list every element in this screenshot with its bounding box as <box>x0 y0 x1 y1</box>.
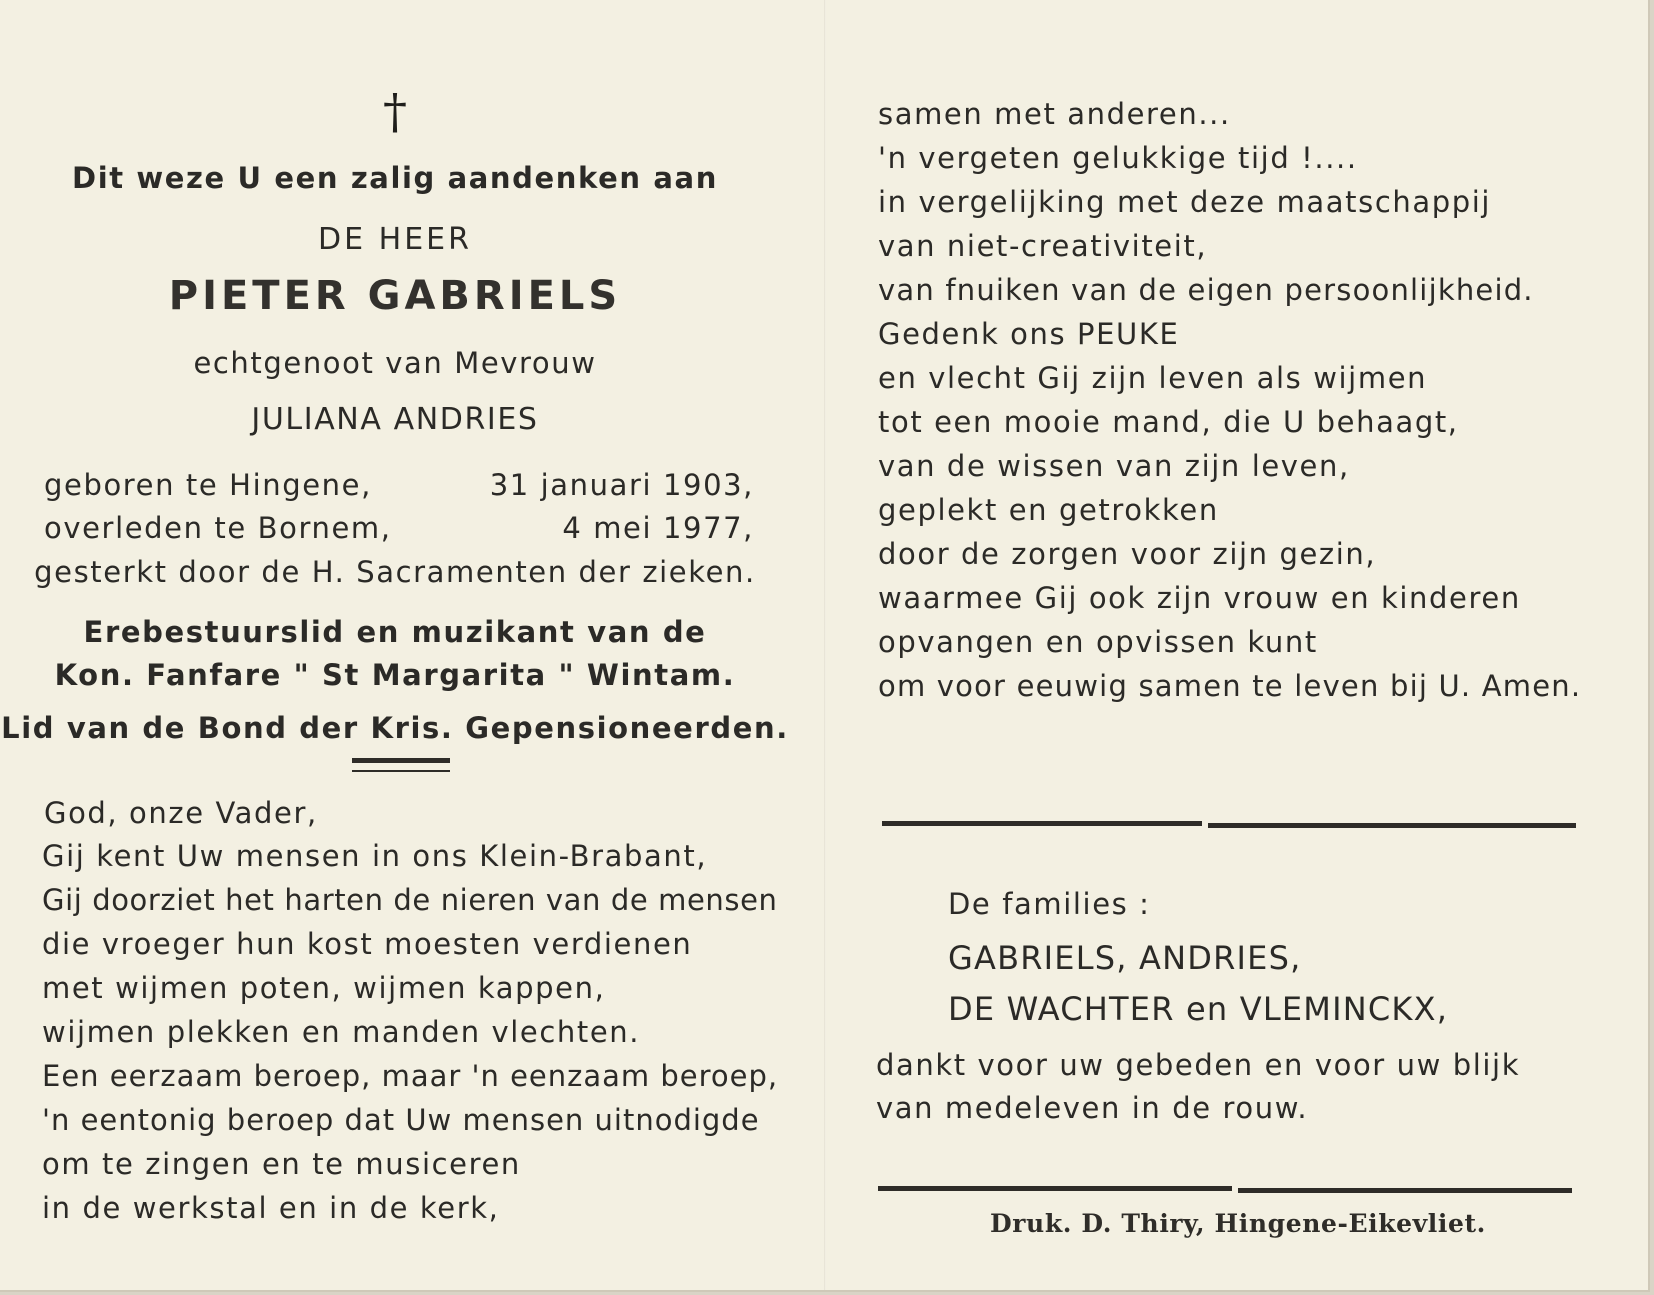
prayer-line: wijmen plekken en manden vlechten. <box>42 1015 641 1049</box>
prayer-line: van fnuiken van de eigen persoonlijkheid. <box>878 273 1534 307</box>
died-label: overleden te Bornem, <box>44 511 392 545</box>
sacraments-line: gesterkt door de H. Sacramenten der zieken. <box>34 555 756 589</box>
prayer-line: God, onze Vader, <box>44 796 318 830</box>
prayer-line: samen met anderen... <box>878 97 1231 131</box>
honor-line: Lid van de Bond der Kris. Gepensioneerden. <box>1 711 789 745</box>
prayer-line: Gij kent Uw mensen in ons Klein-Brabant, <box>42 839 708 873</box>
prayer-line: tot een mooie mand, die U behaagt, <box>878 405 1459 439</box>
divider <box>1238 1188 1572 1193</box>
families-names: GABRIELS, ANDRIES, <box>948 939 1302 977</box>
prayer-line: om te zingen en te musiceren <box>42 1147 521 1181</box>
born-date: 31 januari 1903, <box>489 468 754 502</box>
divider <box>352 758 450 763</box>
families-names: DE WACHTER en VLEMINCKX, <box>948 990 1449 1028</box>
died-date: 4 mei 1977, <box>562 511 754 545</box>
prayer-line: in de werkstal en in de kerk, <box>42 1191 500 1225</box>
title-line: DE HEER <box>318 222 472 257</box>
prayer-line: opvangen en opvissen kunt <box>878 625 1318 659</box>
thanks-line: van medeleven in de rouw. <box>876 1091 1309 1125</box>
right-panel <box>826 0 1648 1290</box>
prayer-line: van niet-creativiteit, <box>878 229 1208 263</box>
families-label: De families : <box>948 887 1151 921</box>
prayer-line: om voor eeuwig samen te leven bij U. Amen. <box>878 669 1582 703</box>
honor-line: Erebestuurslid en muzikant van de <box>83 615 707 649</box>
prayer-line: Gij doorziet het harten de nieren van de mensen <box>42 883 778 917</box>
prayer-line: geplekt en getrokken <box>878 493 1219 527</box>
prayer-line: Een eerzaam beroep, maar 'n eenzaam beroep, <box>42 1059 779 1093</box>
prayer-line: 'n eentonig beroep dat Uw mensen uitnodigde <box>42 1103 760 1137</box>
prayer-line: in vergelijking met deze maatschappij <box>878 185 1492 219</box>
intro-line: Dit weze U een zalig aandenken aan <box>72 161 718 195</box>
spouse-name: JULIANA ANDRIES <box>251 402 539 437</box>
thanks-line: dankt voor uw gebeden en voor uw blijk <box>876 1048 1521 1082</box>
spouse-line: echtgenoot van Mevrouw <box>193 346 597 380</box>
prayer-line: Gedenk ons PEUKE <box>878 317 1180 351</box>
prayer-line: en vlecht Gij zijn leven als wijmen <box>878 361 1428 395</box>
divider <box>878 1186 1232 1191</box>
prayer-line: waarmee Gij ook zijn vrouw en kinderen <box>878 581 1521 615</box>
deceased-name: PIETER GABRIELS <box>168 273 622 319</box>
born-label: geboren te Hingene, <box>44 468 372 502</box>
divider <box>352 770 450 772</box>
cross-icon: † <box>383 84 407 140</box>
honor-line: Kon. Fanfare " St Margarita " Wintam. <box>54 658 736 692</box>
prayer-line: 'n vergeten gelukkige tijd !.... <box>878 141 1358 175</box>
prayer-line: die vroeger hun kost moesten verdienen <box>42 927 693 961</box>
prayer-line: van de wissen van zijn leven, <box>878 449 1350 483</box>
prayer-line: door de zorgen voor zijn gezin, <box>878 537 1377 571</box>
divider <box>1208 823 1576 828</box>
printer-credit: Druk. D. Thiry, Hingene-Eikevliet. <box>990 1209 1486 1238</box>
prayer-line: met wijmen poten, wijmen kappen, <box>42 971 606 1005</box>
left-panel <box>0 0 824 1290</box>
divider <box>882 821 1202 826</box>
